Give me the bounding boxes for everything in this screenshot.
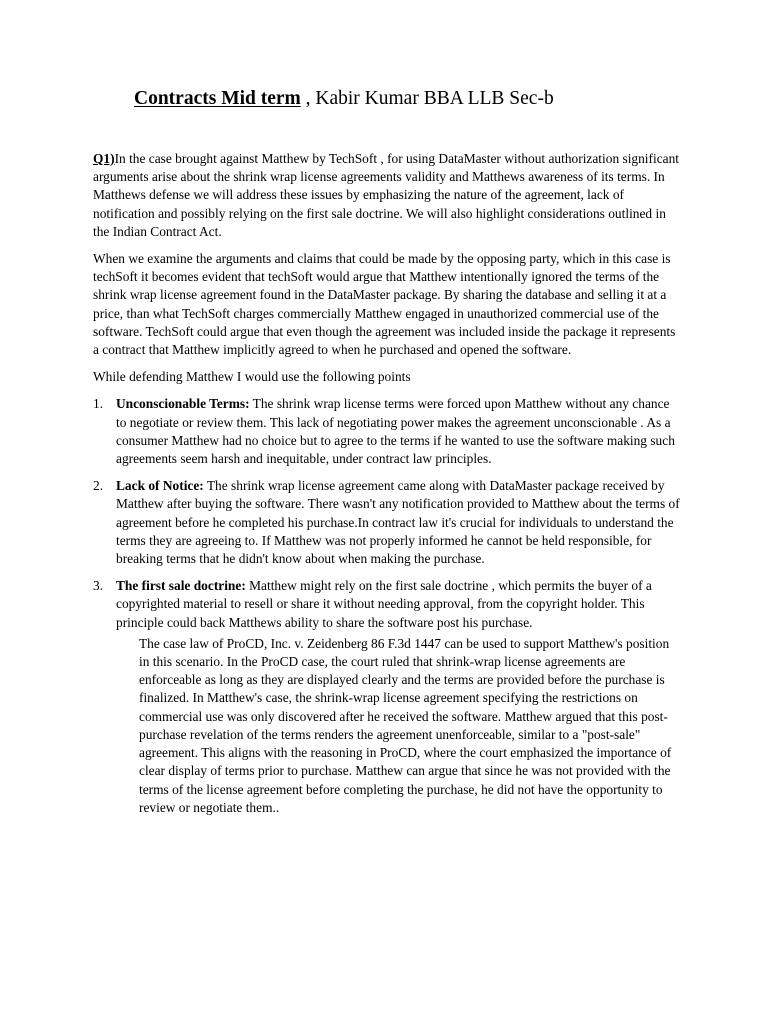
list-item-text: Matthew might rely on the first sale doctrine , which permits the buyer of a copyrighted material to resell or share it without needing approval, from the copyright holder. This principle could back Matthews ability to share the software post his purchase. bbox=[116, 578, 652, 630]
q1-text: In the case brought against Matthew by TechSoft , for using DataMaster without authorization significant arguments arise about the shrink wrap license agreements validity and Matthews awareness of its terms. In Matthews defense we will address these issues by emphasizing the nature of the agreement, lack of notification and possibly relying on the first sale doctrine. We will also highlight considerations outlined in the Indian Contract Act. bbox=[93, 151, 680, 239]
list-item-number: 1. bbox=[93, 396, 104, 412]
list-item bbox=[93, 577, 680, 817]
list-item-number: 2. bbox=[93, 478, 104, 494]
case-law-paragraph: The case law of ProCD, Inc. v. Zeidenberg 86 F.3d 1447 can be used to support Matthew's position in this scenario. In the ProCD case, the court ruled that shrink-wrap license agreements are enforceable as long as they are displayed clearly and the terms are provided before the purchase is finalized. In Matthew's case, the shrink-wrap license agreement specifying the restrictions on commercial use was only discovered after he received the software. Matthew argued that this post-purchase revelation of the terms renders the agreement unenforceable, similar to a "post-sale" agreement. This aligns with the reasoning in ProCD, where the court emphasized the importance of clear display of terms prior to purchase. Matthew can argue that since he was not provided with the terms of the license agreement before completing the purchase, he did not have the opportunity to review or negotiate them.. bbox=[139, 635, 672, 815]
defense-intro-paragraph: While defending Matthew I would use the following points bbox=[93, 369, 411, 385]
list-item-heading: Lack of Notice: bbox=[116, 478, 204, 494]
title-author: , Kabir Kumar BBA LLB Sec-b bbox=[300, 88, 554, 109]
list-item bbox=[93, 395, 680, 468]
document-body bbox=[93, 150, 680, 826]
q1-paragraph bbox=[93, 150, 680, 241]
list-item-heading: Unconscionable Terms: bbox=[116, 396, 250, 412]
list-item-heading: The first sale doctrine: bbox=[116, 578, 246, 594]
list-item-text: The shrink wrap license terms were forced upon Matthew without any chance to negotiate or review them. This lack of negotiating power makes the agreement unconscionable . As a consumer Matthew had no choice but to agree to the terms if he wanted to use the software making such agreements seem harsh and inequitable, under contract law principles. bbox=[116, 396, 675, 467]
q1-label: Q1) bbox=[93, 151, 115, 166]
document-title bbox=[134, 86, 694, 112]
arguments-paragraph: When we examine the arguments and claims that could be made by the opposing party, which in this case is techSoft it becomes evident that techSoft would argue that Matthew intentionally ignored the terms of the shrink wrap license agreement found in the DataMaster package. By sharing the database and selling it at a price, than what TechSoft charges commercially Matthew engaged in unauthorized commercial use of the software. TechSoft could argue that even though the agreement was included inside the package it represents a contract that Matthew implicitly agreed to when he purchased and opened the software. bbox=[93, 251, 676, 358]
defense-points-list bbox=[93, 395, 680, 816]
list-item bbox=[93, 477, 680, 568]
title-main: Contracts Mid term bbox=[134, 88, 301, 109]
list-item-text: The shrink wrap license agreement came along with DataMaster package received by Matthew after buying the software. There wasn't any notification provided to Matthew about the terms of agreement before he completed his purchase.In contract law it's crucial for individuals to understand the terms they are agreeing to. If Matthew was not properly informed he cannot be held responsible, for breaking terms that he didn't know about when making the purchase. bbox=[116, 478, 680, 567]
list-item-number: 3. bbox=[93, 578, 104, 594]
